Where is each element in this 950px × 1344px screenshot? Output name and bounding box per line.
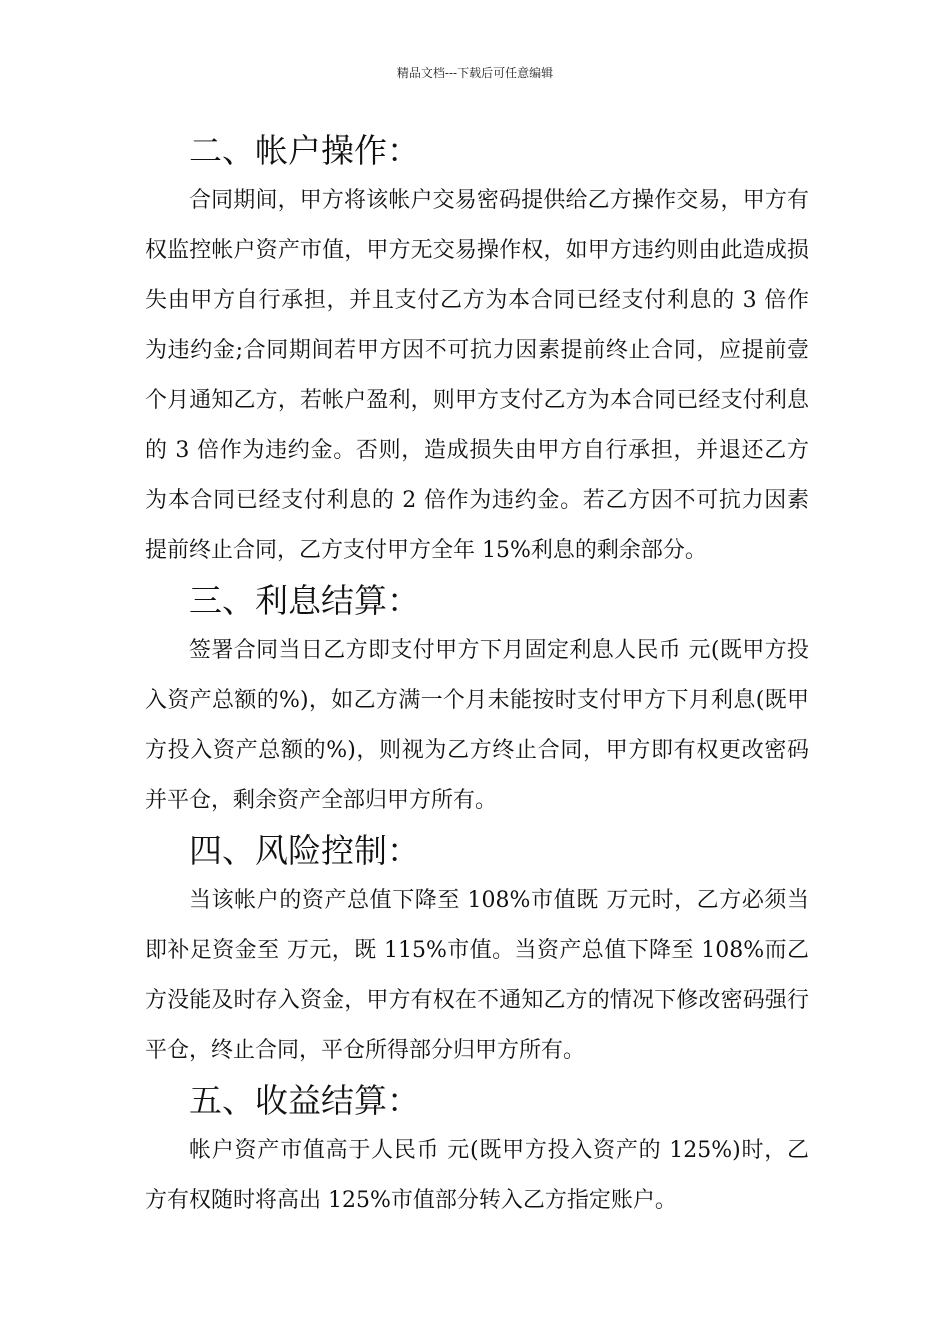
- section-paragraph: 帐户资产市值高于人民币 元(既甲方投入资产的 125%)时，乙方有权随时将高出 125%市值部分转入乙方指定账户。: [145, 1138, 809, 1213]
- section-heading: 五、收益结算：: [189, 1081, 420, 1120]
- page-header: 精品文档---下载后可任意编辑: [396, 66, 554, 80]
- section-account-operation: [145, 126, 809, 576]
- section-profit-settlement: [145, 1076, 809, 1226]
- section-interest-settlement: [145, 576, 809, 826]
- section-paragraph: 合同期间，甲方将该帐户交易密码提供给乙方操作交易，甲方有权监控帐户资产市值，甲方无交易操作权，如甲方违约则由此造成损失由甲方自行承担，并且支付乙方为本合同已经支付利息的 3 倍作为违约金;合同期间若甲方因不可抗力因素提前终止合同，应提前壹个月通知乙方，若帐户盈利，则甲方支付乙方为本合同已经支付利息的 3 倍作为违约金。否则，造成损失由甲方自行承担，并退还乙方为本合同已经支付利息的 2 倍作为违约金。若乙方因不可抗力因素提前终止合同，乙方支付甲方全年 15%利息的剩余部分。: [145, 188, 809, 563]
- document-body: [145, 126, 809, 1226]
- section-paragraph: 签署合同当日乙方即支付甲方下月固定利息人民币 元(既甲方投入资产总额的%)，如乙方满一个月未能按时支付甲方下月利息(既甲方投入资产总额的%)，则视为乙方终止合同，甲方即有权更改密码并平仓，剩余资产全部归甲方所有。: [145, 638, 809, 813]
- section-paragraph: 当该帐户的资产总值下降至 108%市值既 万元时，乙方必须当即补足资金至 万元，既 115%市值。当资产总值下降至 108%而乙方没能及时存入资金，甲方有权在不通知乙方的情况下修改密码强行平仓，终止合同，平仓所得部分归甲方所有。: [145, 888, 809, 1063]
- section-heading: 四、风险控制：: [189, 831, 420, 870]
- section-heading: 二、帐户操作：: [189, 131, 420, 170]
- section-heading: 三、利息结算：: [189, 581, 420, 620]
- section-risk-control: [145, 826, 809, 1076]
